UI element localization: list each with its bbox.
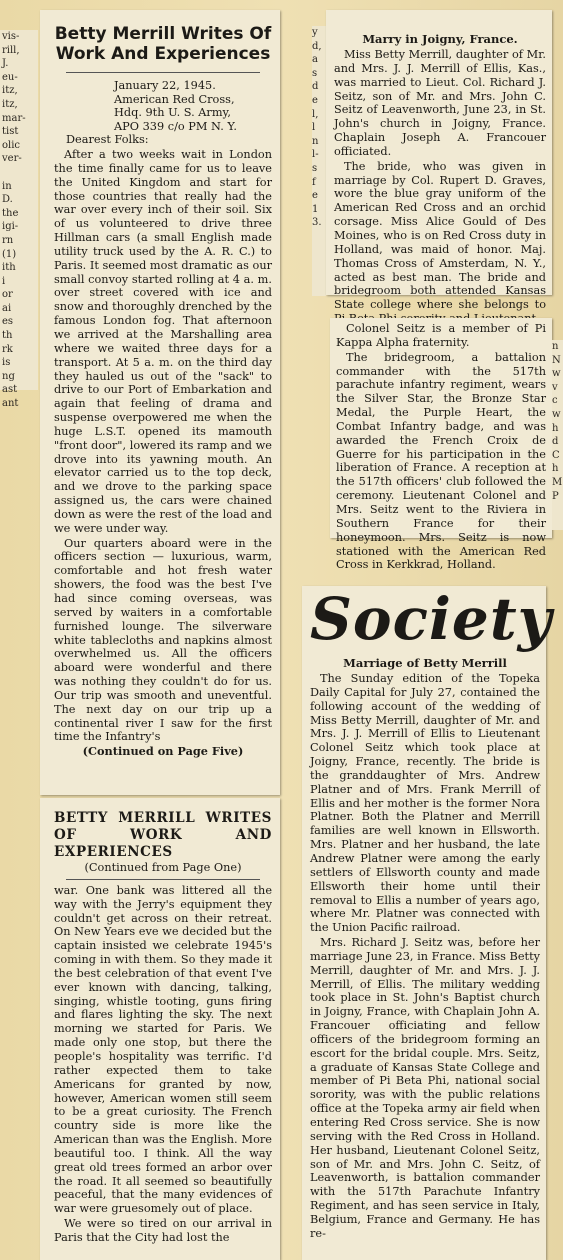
margin-fragment-text: rk	[2, 343, 13, 355]
margin-fragment-text: l,	[312, 108, 319, 120]
continued-note: (Continued on Page Five)	[82, 744, 244, 759]
margin-fragment-text: ng	[2, 370, 15, 382]
article3-body	[334, 48, 546, 326]
margin-fragment-text: rill,	[2, 44, 20, 56]
article2-paragraph: war. One bank was littered all the way with the Jerry's equipment they couldn't get across on their retreat. On New Years eve we decided but the captain insisted we celebrate 1945's coming in with them. So they made it the best celebration of that event I've ever known with dancing, talking, singing, whistle tooting, guns firing and flares lighting the sky. The next morning we started for Paris. We made only one stop, but there the people's hospitality was terrific. I'd rather expected them to take Americans for granted by now, however, American women still seem to be a great curiosity. The French country side is more like the American than was the English. More beautiful too. I think. All the way great old trees formed an arbor over the road. It all seemed so beautifully peaceful, that the many evidences of war were gruesomely out of place.	[54, 883, 272, 1216]
greeting: Dearest Folks:	[66, 133, 149, 146]
margin-fragment-text: N	[552, 354, 561, 366]
headline-rule	[66, 72, 260, 73]
article4-paragraph: The bridegroom, a battalion commander with the 517th parachute infantry regiment, wears the Silver Star, the Bronze Star Medal, the Purple Heart, the Combat Infantry badge, and was awarded the French Croix de Guerre for his participation in the liberation of France. A reception at the 517th officers' club followed the ceremony. Lieutenant Colonel and Mrs. Seitz went to the Riviera in Southern France for their honeymoon. Mrs. Seitz is now stationed with the American Red Cross in Kerkkrad, Holland.	[336, 350, 546, 572]
margin-fragment-text: c	[552, 395, 558, 407]
margin-fragment-text: n	[312, 135, 319, 147]
article5-body	[310, 672, 540, 1241]
left-margin-fragment	[0, 30, 38, 410]
margin-fragment-text: l-	[312, 149, 319, 161]
article5-headline: Marriage of Betty Merrill	[343, 656, 507, 670]
article5-paragraph: Mrs. Richard J. Seitz was, before her marriage June 23, in France. Miss Betty Merrill, daughter of Mr. and Mrs. J. J. Merrill, of Ellis. The military wedding took place in St. John's Baptist church in Joigny, France, with Chaplain John A. Francouer officiating and fellow officers of the bridegroom forming an escort for the bridal couple. Mrs. Seitz, a graduate of Kansas State College and member of Pi Beta Phi, national social sorority, was with the public relations office at the Topeka army air field when entering Red Cross service. She is now serving with the Red Cross in Holland. Her husband, Lieutenant Colonel Seitz, son of Mr. and Mrs. John C. Seitz, of Leavenworth, is battalion commander with the 517th Parachute Infantry Regiment, and has seen service in Italy, Belgium, France and Germany. He has re-	[310, 936, 540, 1240]
margin-fragment-text: th	[2, 330, 13, 342]
subhead-rule	[66, 879, 260, 880]
article-continued	[40, 798, 280, 1260]
margin-fragment-text: ai	[2, 302, 12, 314]
margin-fragment-text: P	[552, 490, 559, 502]
article2-headline: BETTY MERRILL WRITES OF WORK AND EXPERIENCES	[54, 810, 272, 860]
article1-paragraph: Our quarters aboard were in the officers section — luxurious, warm, comfortable and hot fresh water showers, the food was the best I've had since coming overseas, was served by waiters in a comfortable furnished lounge. The silverware white tablecloths and napkins almost overwhelmed us. All the officers aboard were wonderful and there was nothing they couldn't do for us. Our trip was smooth and uneventful. The next day on our trip up a continental river I saw for the first time the Infantry's	[54, 536, 272, 744]
margin-fragment-text: v	[552, 381, 558, 393]
article4-paragraph: Colonel Seitz is a member of Pi Kappa Alpha fraternity.	[336, 322, 546, 349]
margin-fragment-text: rn	[2, 234, 14, 246]
margin-fragment-text: (1)	[2, 248, 17, 260]
margin-fragment-text: or	[2, 289, 13, 301]
margin-fragment-text: ast	[2, 384, 18, 396]
article4-body	[336, 322, 546, 572]
margin-fragment-text: the	[2, 207, 19, 219]
margin-fragment-text: d,	[312, 40, 322, 52]
article5-paragraph: The Sunday edition of the Topeka Daily Capital for July 27, contained the following account of the wedding of Miss Betty Merrill, daughter of Mr. and Mrs. J. J. Merrill of Ellis to Lieutenant Colonel Seitz which took place at Joigny, France, recently. The bride is the granddaughter of Mrs. Andrew Platner and of Mrs. Frank Merrill of Ellis and her mother is the former Nora Platner. Both the Platner and Merrill families are well known in Ellsworth. Mrs. Platner and her husband, the late Andrew Platner were among the early settlers of Ellsworth county and made Ellsworth their home until their removal to Ellis a number of years ago, where Mr. Platner was connected with the Union Pacific railroad.	[310, 672, 540, 935]
margin-fragment-text: J.	[2, 58, 9, 70]
article-society	[302, 585, 553, 1260]
margin-fragment-text: d	[552, 436, 559, 448]
margin-fragment-text: M	[552, 476, 563, 488]
society-masthead: Society	[310, 585, 553, 653]
middle-margin-fragment	[312, 26, 326, 296]
article2-paragraph: We were so tired on our arrival in Paris that the City had lost the	[54, 1217, 272, 1244]
margin-fragment-text: i	[2, 275, 6, 287]
article3-headline: Marry in Joigny, France.	[362, 32, 518, 46]
dateline-line: American Red Cross,	[114, 92, 235, 106]
right-margin-fragment	[552, 340, 563, 530]
margin-fragment-text: eu-	[2, 71, 18, 83]
margin-fragment-text: s	[312, 67, 318, 79]
margin-fragment-text: h	[552, 422, 559, 434]
margin-fragment-text: mar-	[2, 112, 26, 124]
article1-body	[54, 148, 272, 744]
dateline-line: January 22, 1945.	[114, 79, 216, 92]
margin-fragment-text: l	[312, 122, 316, 134]
article2-subhead: (Continued from Page One)	[84, 861, 242, 874]
margin-fragment-text: es	[2, 316, 14, 328]
margin-fragment-text: h	[552, 463, 559, 475]
margin-fragment-text	[2, 166, 38, 180]
article1-headline: Betty Merrill Writes Of Work And Experiences	[54, 24, 272, 64]
margin-fragment-text: tist	[2, 126, 19, 138]
dateline	[54, 79, 272, 133]
dateline-line: Hdq. 9th U. S. Army,	[114, 106, 232, 119]
article3-paragraph: The bride, who was given in marriage by Col. Rupert D. Graves, wore the blue gray uniform of the American Red Cross and an orchid corsage. Miss Alice Gould of Des Moines, who is on Red Cross duty in Holland, was maid of honor. Maj. Thomas Cross of Amsterdam, N. Y., acted as best man. The bride and bridegroom both attended Kansas State college where she belongs to	[334, 159, 546, 312]
margin-fragment-text: e	[312, 94, 318, 106]
margin-fragment-text: e	[312, 190, 318, 202]
margin-fragment-text: D.	[2, 194, 13, 206]
margin-fragment-text: a	[312, 54, 318, 66]
dateline-line: APO 339 c/o PM N. Y.	[114, 119, 237, 133]
margin-fragment-text: itz,	[2, 98, 18, 110]
article2-body	[54, 884, 272, 1245]
article1-paragraph: After a two weeks wait in London the time finally came for us to leave the United Kingdom and start for those countries that really had the war over every inch of their soil. Six of us volunteered to drive three Hillman cars (a small English made utility truck used by the A. R. C.) to Paris. It seemed most dramatic as our small convoy started rolling at 4 a. m. over street covered with ice and snow and thoroughly drenched by the famous London fog. That afternoon we arrived at the Marshalling area where we waited three days for a transport. At 5 a. m. on the third day they hauled us out of the "sack" to drive to our Port of Embarkation and again that feeling of drama and suspense overpowered me when the huge L.S.T. opened its mamouth "front door", lowered its ramp and we drove into its yawning mouth. An elevator carried us to the top deck, and we drove to the parking space assigned us, the cars were chained down as were the rest of the load and we were under way.	[54, 148, 272, 535]
margin-fragment-text: w	[552, 368, 561, 380]
margin-fragment-text: igi-	[2, 221, 19, 233]
margin-fragment-text: w	[552, 408, 561, 420]
margin-fragment-text: s	[312, 162, 318, 174]
margin-fragment-text: ver-	[2, 153, 22, 165]
margin-fragment-text: olic	[2, 139, 21, 151]
margin-fragment-text: ant	[2, 398, 19, 410]
margin-fragment-text: 1	[312, 203, 319, 215]
article-betty-merrill-writes	[40, 10, 280, 795]
margin-fragment-text: ith	[2, 262, 16, 274]
margin-fragment-text: vis-	[2, 31, 20, 42]
margin-fragment-text: itz,	[2, 85, 18, 97]
margin-fragment-text: d	[312, 81, 319, 93]
margin-fragment-text: is	[2, 357, 11, 369]
article3-paragraph: Miss Betty Merrill, daughter of Mr. and Mrs. J. J. Merrill of Ellis, Kas., was married to Lieut. Col. Richard J. Seitz, son of Mr. and Mrs. John C. Seitz of Leavenworth, June 23, in St. John's church in Joigny, France. Chaplain Joseph A. Francouer officiated.	[334, 48, 546, 158]
margin-fragment-text: f	[312, 176, 316, 188]
article-marry-in-joigny	[326, 10, 552, 312]
margin-fragment-text: y	[312, 27, 318, 38]
margin-fragment-text: 3.	[312, 217, 322, 229]
margin-fragment-text: n	[552, 341, 559, 352]
article-colonel-seitz	[330, 318, 552, 572]
margin-fragment-text: in	[2, 180, 12, 192]
margin-fragment-text: C	[552, 449, 560, 461]
